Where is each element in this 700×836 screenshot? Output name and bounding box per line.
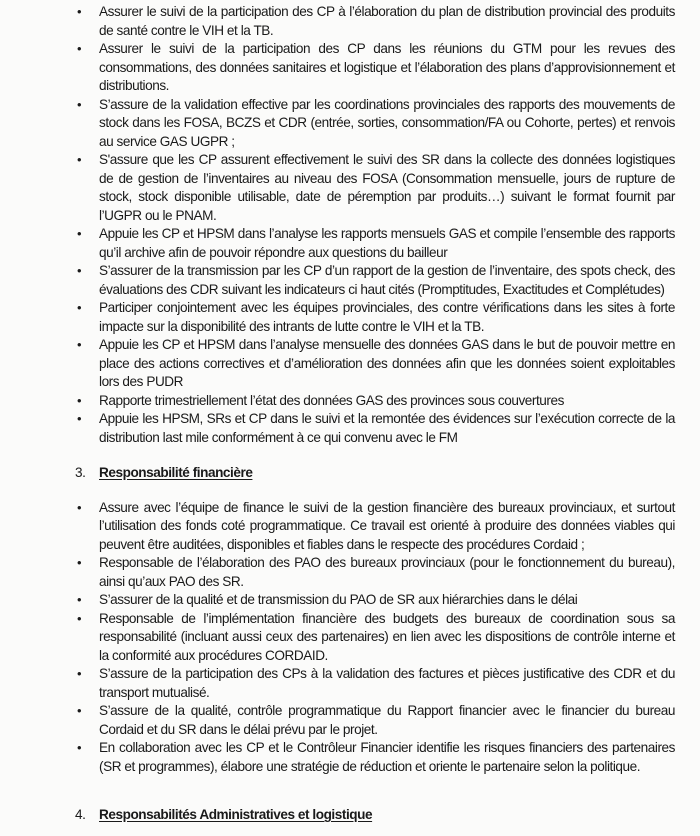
list-item xyxy=(75,392,675,411)
list-item xyxy=(75,336,675,392)
list-item-text: Appuie les CP et HPSM dans l’analyse les rapports mensuels GAS et compile l’ensemble des rapports qu’il archive afin de pouvoir répondre aux questions du bailleur xyxy=(99,226,675,260)
bullet-icon: • xyxy=(77,300,82,315)
bullet-icon: • xyxy=(77,411,82,426)
list-item-text: Responsable de l’implémentation financière des budgets des bureaux de coordination sous sa responsabilité (incluant aussi ceux des partenaires) en lien avec les dispositions de contrôle interne et la conformité aux procédures CORDAID. xyxy=(99,610,675,663)
bullet-icon: • xyxy=(77,666,82,681)
section-heading-financial xyxy=(75,464,675,483)
list-item xyxy=(75,665,675,702)
list-item xyxy=(75,591,675,610)
bullet-icon: • xyxy=(77,555,82,570)
section-number: 4. xyxy=(75,807,86,822)
list-item-text: Assure avec l’équipe de finance le suivi de la gestion financière des bureaux provinciaux, et surtout l’utilisation des fonds coté programmatique. Ce travail est orienté à produire des données viables qui peuvent être auditées, disponibles et fiables dans le respecte des procédures Cordaid ; xyxy=(99,499,675,552)
list-item-text: Participer conjointement avec les équipes provinciales, des contre vérifications dans les sites à forte impacte sur la disponibilité des intrants de lutte contre le VIH et la TB. xyxy=(99,300,675,334)
list-item xyxy=(75,96,675,152)
bullet-icon: • xyxy=(77,41,82,56)
list-item-text: Assurer le suivi de la participation des CP à l’élaboration du plan de distribution provincial des produits de santé contre le VIH et la TB. xyxy=(99,4,675,38)
list-item xyxy=(75,739,675,776)
bullet-icon: • xyxy=(77,4,82,19)
bullet-icon: • xyxy=(77,152,82,167)
bullet-icon: • xyxy=(77,703,82,718)
list-item xyxy=(75,410,675,447)
list-item-text: Appuie les CP et HPSM dans l’analyse mensuelle des données GAS dans le but de pouvoir mettre en place des actions correctives et d’amélioration des données afin que les données soient exploitables lors des PUDR xyxy=(99,337,675,389)
list-item xyxy=(75,554,675,591)
bullet-icon: • xyxy=(77,499,82,515)
bullet-icon: • xyxy=(77,592,82,607)
bullet-icon: • xyxy=(77,96,82,112)
list-item-text: En collaboration avec les CP et le Contrôleur Financier identifie les risques financiers des partenaires (SR et programmes), élabore une stratégie de réduction et oriente le partenaire selon la politique. xyxy=(99,740,675,774)
bullet-icon: • xyxy=(77,610,82,626)
list-item-text: S’assure de la validation effective par les coordinations provinciales des rapports des mouvements de stock dans les FOSA, BCZS et CDR (entrée, sorties, consommation/FA ou Cohorte, pertes) et renvois au service GAS UGPR ; xyxy=(99,96,675,149)
list-item xyxy=(75,499,675,555)
list-item-text: S’assurer de la qualité et de transmission du PAO de SR aux hiérarchies dans le délai xyxy=(99,592,578,607)
list-item xyxy=(75,40,675,96)
list-item-text: S'assure que les CP assurent effectivement le suivi des SR dans la collecte des données logistiques de de gestion de l’inventaires au niveau des FOSA (Consommation mensuelle, jours de rupture de stock, stock disponible utilisable, date de péremption par produits…) suivant le format fournit par l’UGPR ou le PNAM. xyxy=(99,152,675,223)
list-item xyxy=(75,702,675,739)
list-item-text: S’assurer de la transmission par les CP d’un rapport de la gestion de l’inventaire, des spots check, des évaluations des CDR suivant les indicateurs ci haut cités (Promptitudes, Exactitudes et Complétudes) xyxy=(99,263,675,297)
document-content xyxy=(75,3,675,825)
bullet-icon: • xyxy=(77,263,82,278)
financial-bullet-list xyxy=(75,499,675,777)
list-item xyxy=(75,225,675,262)
list-item xyxy=(75,299,675,336)
bullet-icon: • xyxy=(77,740,82,755)
list-item xyxy=(75,262,675,299)
section-heading-administrative xyxy=(75,806,675,825)
list-item xyxy=(75,151,675,225)
bullet-icon: • xyxy=(77,392,82,408)
list-item-text: S’assure de la qualité, contrôle programmatique du Rapport financier avec le financier du bureau Cordaid et du SR dans le délai prévu par le projet. xyxy=(99,703,675,737)
intro-bullet-list xyxy=(75,3,675,447)
bullet-icon: • xyxy=(77,337,82,352)
list-item-text: S’assure de la participation des CPs à la validation des factures et pièces justificative des CDR et du transport mutualisé. xyxy=(99,666,675,700)
list-item-text: Appuie les HPSM, SRs et CP dans le suivi et la remontée des évidences sur l’exécution correcte de la distribution last mile conformément à ce qui convenu avec le FM xyxy=(99,411,675,445)
list-item xyxy=(75,610,675,666)
bullet-icon: • xyxy=(77,226,82,241)
section-number: 3. xyxy=(75,465,86,480)
section-title: Responsabilités Administratives et logistique xyxy=(99,807,373,822)
list-item-text: Assurer le suivi de la participation des CP dans les réunions du GTM pour les revues des consommations, des données sanitaires et logistique et l’élaboration des plans d’approvisionnement et distributions. xyxy=(99,41,675,93)
list-item xyxy=(75,3,675,40)
section-title: Responsabilité financière xyxy=(99,465,253,480)
list-item-text: Responsable de l’élaboration des PAO des bureaux provinciaux (pour le fonctionnement du bureau), ainsi qu’aux PAO des SR. xyxy=(99,555,675,589)
list-item-text: Rapporte trimestriellement l’état des données GAS des provinces sous couvertures xyxy=(99,392,564,408)
